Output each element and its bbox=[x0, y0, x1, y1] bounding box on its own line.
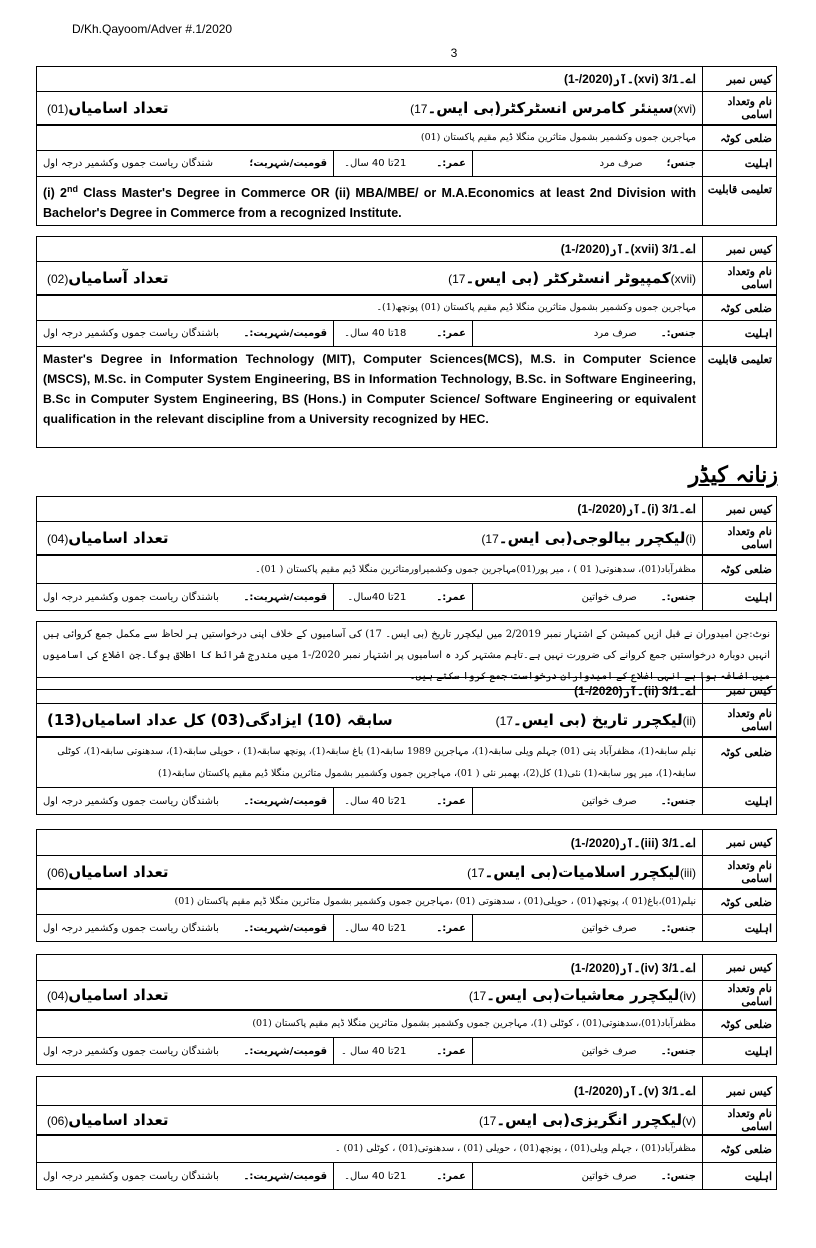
case-no-value: اے۔3/1 (ii)۔آر(2020/-1) bbox=[574, 683, 696, 698]
quota-label: ضلعی کوٹہ bbox=[702, 296, 776, 320]
note-paragraph: نوٹ:جن امیدوران نے قبل ازیں کمیشن کے اشتہار نمبر 2/2019 میں لیکچرر تاریخ (بی ایس۔ 17) کی آسامیوں کے خلاف اپنی درخواستیں ہر لحاظ سے مکمل جمع کروائی ہیں انہیں دوبارہ درخواستیں جمع کروانے کی ضرورت نہیں ہے۔تاہم مشتہر کرد ہ اسامیوں پر اشتہار نمبر 2020/-1 میں مندرج شرائط کا اطلاق ہوگا۔جن اضلاع کی اسامیوں میں اضافہ ہوا ہے انہی اضلاع کے امیدواران درخواست جمع کروا سکتے ہیں۔ bbox=[36, 621, 777, 690]
nationality-value: باشندگان ریاست جموں وکشمیر درجہ اول bbox=[43, 328, 219, 339]
eligibility-label: اہلیت bbox=[702, 584, 776, 610]
quota-value: مہاجرین جموں وکشمیر بشمول متاثرین منگلا ڈیم مقیم پاکستان (01) پونچھ(1)۔ bbox=[376, 302, 696, 313]
post-title: (iv)لیکچرر معاشیات(بی ایس۔17) bbox=[468, 986, 696, 1004]
age-key: عمر:۔ bbox=[436, 922, 466, 934]
age-value: 21تا 40 سال ۔ bbox=[340, 1045, 407, 1057]
gender-value: صرف خواتین bbox=[581, 922, 637, 934]
age-value: 21تا 40 سال۔ bbox=[344, 158, 407, 169]
age-value: 21تا 40 سال۔ bbox=[344, 1170, 407, 1182]
age-value: 21تا 40سال۔ bbox=[347, 591, 407, 603]
nationality-key: قومیت/شہریت:۔ bbox=[243, 328, 327, 339]
gender-key: جنس:۔ bbox=[660, 328, 696, 339]
post-block-senior-commerce-instructor bbox=[36, 66, 777, 226]
post-count: تعداد اسامیاں(06) bbox=[47, 1111, 169, 1129]
post-name-value bbox=[37, 704, 702, 736]
quota-value: مظفرآباد(01)،سدھنوتی(01) ، کوٹلی (1)، مہاجرین جموں وکشمیر بشمول متاثرین منگلا ڈیم مقیم پاکستان (01) bbox=[252, 1018, 696, 1029]
case-no-value: اے۔3/1 (i)۔آر(2020/-1) bbox=[577, 502, 696, 516]
post-name-label: نام وتعداد اسامی bbox=[702, 522, 776, 554]
gender-key: جنس:۔ bbox=[660, 1170, 696, 1182]
case-no-label: کیس نمبر bbox=[702, 830, 776, 855]
post-count: تعداد اسامیاں(04) bbox=[47, 529, 169, 547]
nationality-key: قومیت/شہریت:۔ bbox=[243, 591, 327, 603]
post-name-label: نام وتعداد اسامی bbox=[702, 262, 776, 294]
case-no-value: اے۔3/1 (xvi)۔آر(2020/-1) bbox=[564, 72, 696, 86]
age-value: 21تا 40 سال۔ bbox=[344, 922, 407, 934]
page-number: 3 bbox=[450, 46, 458, 60]
post-name-label: نام وتعداد اسامی bbox=[702, 856, 776, 888]
nationality-key: قومیت/شہریت:۔ bbox=[243, 1170, 327, 1182]
age-key: عمر:۔ bbox=[436, 591, 466, 603]
nationality-key: قومیت/شہریت؛ bbox=[249, 158, 327, 169]
case-no-value: اے۔3/1 (iii)۔آر(2020/-1) bbox=[570, 835, 696, 850]
gender-key: جنس:۔ bbox=[660, 795, 696, 807]
post-block-lecturer-islamiyat bbox=[36, 829, 777, 942]
case-no-label: کیس نمبر bbox=[702, 497, 776, 521]
post-block-lecturer-history bbox=[36, 677, 777, 815]
nationality-value: شندگان ریاست جموں وکشمیر درجہ اول bbox=[43, 158, 214, 169]
post-title: (ii)لیکچرر تاریخ (بی ایس۔17) bbox=[495, 711, 696, 729]
age-value: 21تا 40 سال۔ bbox=[344, 795, 407, 807]
quota-label: ضلعی کوٹہ bbox=[702, 1136, 776, 1162]
eligibility-value bbox=[37, 321, 702, 346]
case-no-value: اے۔3/1 (v)۔آر(2020/-1) bbox=[574, 1084, 696, 1098]
case-no-label: کیس نمبر bbox=[702, 67, 776, 91]
eligibility-value bbox=[37, 1163, 702, 1189]
post-title: (v)لیکچرر انگریزی(بی ایس۔17) bbox=[478, 1111, 696, 1129]
post-name-value bbox=[37, 522, 702, 554]
gender-value: صرف خواتین bbox=[581, 591, 637, 603]
quota-label: ضلعی کوٹہ bbox=[702, 1011, 776, 1037]
post-title: (iii)لیکچرر اسلامیات(بی ایس۔17) bbox=[467, 863, 696, 881]
post-name-value bbox=[37, 92, 702, 124]
eligibility-value bbox=[37, 151, 702, 176]
gender-value: صرف خواتین bbox=[581, 795, 637, 807]
gender-value: صرف خواتین bbox=[581, 1045, 637, 1057]
post-block-lecturer-english bbox=[36, 1076, 777, 1190]
post-title: (xvi)سینئر کامرس انسٹرکٹر(بی ایس۔17) bbox=[410, 99, 696, 117]
qualification-value: Master's Degree in Information Technology (MIT), Computer Sciences(MCS), M.S. in Computer Science (MSCS), M.Sc. in Computer System Engineering, BS in Information Technology, B.Sc. in Software Engineering, B.Sc in Computer System Engineering, BS (Hons.) in Computer Science/ Software Engineering or equivalent qualification in the relevant discipline from a University recognized by HEC. bbox=[43, 352, 696, 426]
nationality-key: قومیت/شہریت:۔ bbox=[243, 795, 327, 807]
eligibility-label: اہلیت bbox=[702, 321, 776, 346]
post-count-breakdown: سابقہ (10) ایزادگی(03) کل عداد اسامیاں(13) bbox=[47, 711, 393, 729]
quota-value: مظفرآباد(01)، سدھنوتی( 01 ) ، میر پور(01)مہاجرین جموں وکشمیراورمتاثرین منگلا ڈیم مقیم پاکستان ( 01)۔ bbox=[255, 563, 696, 575]
quota-value: مہاجرین جموں وکشمیر بشمول متاثرین منگلا ڈیم مقیم پاکستان (01) bbox=[420, 132, 696, 143]
age-key: عمر:۔ bbox=[436, 1170, 466, 1182]
quota-label: ضلعی کوٹہ bbox=[702, 556, 776, 583]
post-name-label: نام وتعداد اسامی bbox=[702, 981, 776, 1009]
post-name-label: نام وتعداد اسامی bbox=[702, 92, 776, 124]
eligibility-value bbox=[37, 1038, 702, 1064]
quota-value: مظفرآباد(01) ، جہلم ویلی(01) ، پونچھ(01) ، حویلی (01) ، سدھنوتی(01) ، کوٹلی (01) ۔ bbox=[334, 1143, 696, 1154]
nationality-key: قومیت/شہریت:۔ bbox=[243, 922, 327, 934]
qualification-label: تعلیمی قابلیت bbox=[702, 347, 776, 447]
post-count: تعداد اسامیاں(06) bbox=[47, 863, 169, 881]
eligibility-label: اہلیت bbox=[702, 151, 776, 176]
case-no-label: کیس نمبر bbox=[702, 955, 776, 980]
gender-value: صرف خواتین bbox=[581, 1170, 637, 1182]
eligibility-label: اہلیت bbox=[702, 915, 776, 941]
nationality-value: باشندگان ریاست جموں وکشمیر درجہ اول bbox=[43, 922, 219, 934]
gender-value: صرف مرد bbox=[593, 328, 637, 339]
age-value: 18تا 40 سال۔ bbox=[344, 328, 407, 339]
eligibility-value bbox=[37, 788, 702, 814]
gender-key: جنس:۔ bbox=[660, 922, 696, 934]
document-reference: D/Kh.Qayoom/Adver #.1/2020 bbox=[72, 22, 233, 36]
eligibility-label: اہلیت bbox=[702, 1038, 776, 1064]
post-name-value bbox=[37, 856, 702, 888]
post-count: تعداد آسامیاں(02) bbox=[47, 269, 169, 287]
eligibility-label: اہلیت bbox=[702, 1163, 776, 1189]
quota-label: ضلعی کوٹہ bbox=[702, 738, 776, 787]
quota-value: نیلم(01)،باغ(01 )، پونچھ(01) ، حویلی(01) ، سدھنوتی (01) ،مہاجرین جموں وکشمیر بشمول متاثرین منگلا ڈیم مقیم پاکستان (01) bbox=[174, 896, 696, 907]
gender-value: صرف مرد bbox=[599, 158, 643, 169]
quota-value: نیلم سابقہ(1)، مظفرآباد ینی (01) جہلم ویلی سابقہ(1)، مہاجرین 1989 سابقہ(1) باغ سابقہ(1)، پونچھ سابقہ(1) ، حویلی سابقہ(1)، سدھنوتی سابقہ(1)، کوٹلی سابقہ(1)، میر پور سابقہ(1) نئی(1) کل(2)، بھمبر نئی ( 01)، مہاجرین جموں وکشمیر بشمول متاثرین منگلا ڈیم مقیم پاکستان سابقہ(1) bbox=[57, 745, 696, 779]
age-key: عمر:۔ bbox=[436, 158, 466, 169]
eligibility-value bbox=[37, 915, 702, 941]
gender-key: جنس:۔ bbox=[660, 591, 696, 603]
qualification-label: تعلیمی قابلیت bbox=[702, 177, 776, 225]
nationality-value: باشندگان ریاست جموں وکشمیر درجہ اول bbox=[43, 795, 219, 807]
age-key: عمر:۔ bbox=[436, 795, 466, 807]
post-title: (xvii)کمپیوٹر انسٹرکٹر (بی ایس۔17) bbox=[448, 269, 696, 287]
post-title: (i)لیکچرر بیالوجی(بی ایس۔17) bbox=[481, 529, 696, 547]
case-no-label: کیس نمبر bbox=[702, 1077, 776, 1105]
age-key: عمر:۔ bbox=[436, 328, 466, 339]
qualification-value: (i) 2nd Class Master's Degree in Commerce OR (ii) MBA/MBE/ or M.A.Economics at least 2nd Division with Bachelor's Degree in Commerce from a recognized Institute. bbox=[43, 184, 696, 221]
nationality-value: باشندگان ریاست جموں وکشمیر درجہ اول bbox=[43, 591, 219, 603]
nationality-value: باشندگان ریاست جموں وکشمیر درجہ اول bbox=[43, 1045, 219, 1057]
age-key: عمر:۔ bbox=[436, 1045, 466, 1057]
post-count: تعداد اسامیاں(01) bbox=[47, 99, 169, 117]
case-no-label: کیس نمبر bbox=[702, 678, 776, 703]
post-block-lecturer-economics bbox=[36, 954, 777, 1065]
nationality-value: باشندگان ریاست جموں وکشمیر درجہ اول bbox=[43, 1170, 219, 1182]
case-no-label: کیس نمبر bbox=[702, 237, 776, 261]
nationality-key: قومیت/شہریت:۔ bbox=[243, 1045, 327, 1057]
eligibility-value bbox=[37, 584, 702, 610]
post-name-value bbox=[37, 262, 702, 294]
case-no-value: اے۔3/1 (xvii)۔آر(2020/-1) bbox=[560, 242, 696, 256]
post-count: تعداد اسامیاں(04) bbox=[47, 986, 169, 1004]
post-name-label: نام وتعداد اسامی bbox=[702, 1106, 776, 1134]
quota-label: ضلعی کوٹہ bbox=[702, 126, 776, 150]
eligibility-label: اہلیت bbox=[702, 788, 776, 814]
post-name-label: نام وتعداد اسامی bbox=[702, 704, 776, 736]
post-name-value bbox=[37, 1106, 702, 1134]
gender-key: جنس؛ bbox=[666, 158, 696, 169]
post-block-computer-instructor bbox=[36, 236, 777, 448]
post-name-value bbox=[37, 981, 702, 1009]
section-heading-female-cadre: زنانہ کیڈر bbox=[688, 462, 778, 488]
post-block-lecturer-biology bbox=[36, 496, 777, 611]
gender-key: جنس:۔ bbox=[660, 1045, 696, 1057]
quota-label: ضلعی کوٹہ bbox=[702, 890, 776, 914]
case-no-value: اے۔3/1 (iv)۔آر(2020/-1) bbox=[570, 960, 696, 975]
